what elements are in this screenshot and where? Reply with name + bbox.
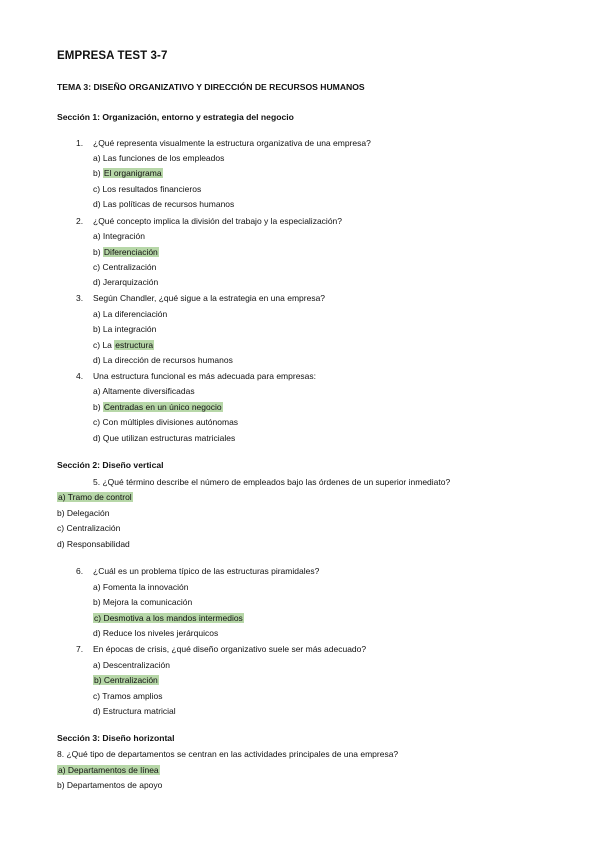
correct-answer-highlight: estructura bbox=[115, 340, 154, 350]
answer-option: b) Mejora la comunicación bbox=[93, 597, 193, 607]
answer-option: a) Las funciones de los empleados bbox=[93, 153, 225, 163]
question-number: 6. bbox=[76, 566, 84, 576]
correct-answer-highlight: a) Departamentos de línea bbox=[58, 765, 159, 775]
answer-option: b) Delegación bbox=[57, 508, 110, 518]
document-title: EMPRESA TEST 3-7 bbox=[57, 50, 168, 62]
answer-option: a) La diferenciación bbox=[93, 309, 168, 319]
section-heading: Sección 1: Organización, entorno y estrategia del negocio bbox=[57, 112, 294, 122]
answer-option: a) Altamente diversificadas bbox=[93, 386, 195, 396]
answer-option: c) Con múltiples divisiones autónomas bbox=[93, 417, 239, 427]
question-number: 7. bbox=[76, 644, 84, 654]
answer-option: d) Responsabilidad bbox=[57, 539, 130, 549]
answer-option: a) Integración bbox=[93, 231, 145, 241]
answer-option-correct: b) El organigrama bbox=[93, 168, 162, 178]
answer-option-correct bbox=[93, 675, 159, 686]
correct-answer-highlight: a) Tramo de control bbox=[58, 492, 132, 502]
question-text: En épocas de crisis, ¿qué diseño organizativo suele ser más adecuado? bbox=[93, 644, 367, 654]
answer-option: d) Que utilizan estructuras matriciales bbox=[93, 433, 236, 443]
question-number: 1. bbox=[76, 138, 84, 148]
topic-heading: TEMA 3: DISEÑO ORGANIZATIVO Y DIRECCIÓN DE RECURSOS HUMANOS bbox=[57, 82, 365, 92]
answer-option: b) La integración bbox=[93, 324, 157, 334]
answer-option: d) Reduce los niveles jerárquicos bbox=[93, 628, 219, 638]
answer-option-correct bbox=[57, 492, 133, 503]
answer-option-correct: b) Diferenciación bbox=[93, 247, 158, 257]
answer-option: d) Las políticas de recursos humanos bbox=[93, 199, 235, 209]
answer-option-correct bbox=[93, 613, 244, 624]
answer-option: d) Jerarquización bbox=[93, 277, 159, 287]
answer-option: c) Centralización bbox=[57, 523, 121, 533]
answer-option: a) Descentralización bbox=[93, 660, 171, 670]
question-text: Una estructura funcional es más adecuada para empresas: bbox=[93, 371, 317, 381]
correct-answer-highlight: El organigrama bbox=[103, 168, 162, 178]
question-number: 3. bbox=[76, 293, 84, 303]
correct-answer-highlight: b) Centralización bbox=[94, 675, 158, 685]
answer-option: a) Fomenta la innovación bbox=[93, 582, 189, 592]
correct-answer-highlight: Diferenciación bbox=[103, 247, 158, 257]
question-text: Según Chandler, ¿qué sigue a la estrategia en una empresa? bbox=[93, 293, 326, 303]
question-text: 5. ¿Qué término describe el número de empleados bajo las órdenes de un superior inmediato? bbox=[93, 477, 451, 487]
answer-option-correct: c) La estructura bbox=[93, 340, 154, 350]
question-text: ¿Qué concepto implica la división del trabajo y la especialización? bbox=[93, 216, 342, 226]
answer-option-correct: b) Centradas en un único negocio bbox=[93, 402, 222, 412]
answer-option: b) Departamentos de apoyo bbox=[57, 780, 163, 790]
question-number: 2. bbox=[76, 216, 84, 226]
answer-option: c) Tramos amplios bbox=[93, 691, 163, 701]
answer-option: c) Los resultados financieros bbox=[93, 184, 202, 194]
answer-option: c) Centralización bbox=[93, 262, 157, 272]
question-number: 4. bbox=[76, 371, 84, 381]
question-text: ¿Qué representa visualmente la estructura organizativa de una empresa? bbox=[93, 138, 371, 148]
section-heading: Sección 3: Diseño horizontal bbox=[57, 733, 175, 743]
answer-option: d) La dirección de recursos humanos bbox=[93, 355, 233, 365]
answer-option: d) Estructura matricial bbox=[93, 706, 176, 716]
question-text: 8. ¿Qué tipo de departamentos se centran en las actividades principales de una empresa? bbox=[57, 749, 399, 759]
correct-answer-highlight: Centradas en un único negocio bbox=[103, 402, 222, 412]
correct-answer-highlight: c) Desmotiva a los mandos intermedios bbox=[94, 613, 243, 623]
answer-option-correct bbox=[57, 765, 160, 776]
section-heading: Sección 2: Diseño vertical bbox=[57, 460, 164, 470]
question-text: ¿Cuál es un problema típico de las estructuras piramidales? bbox=[93, 566, 320, 576]
